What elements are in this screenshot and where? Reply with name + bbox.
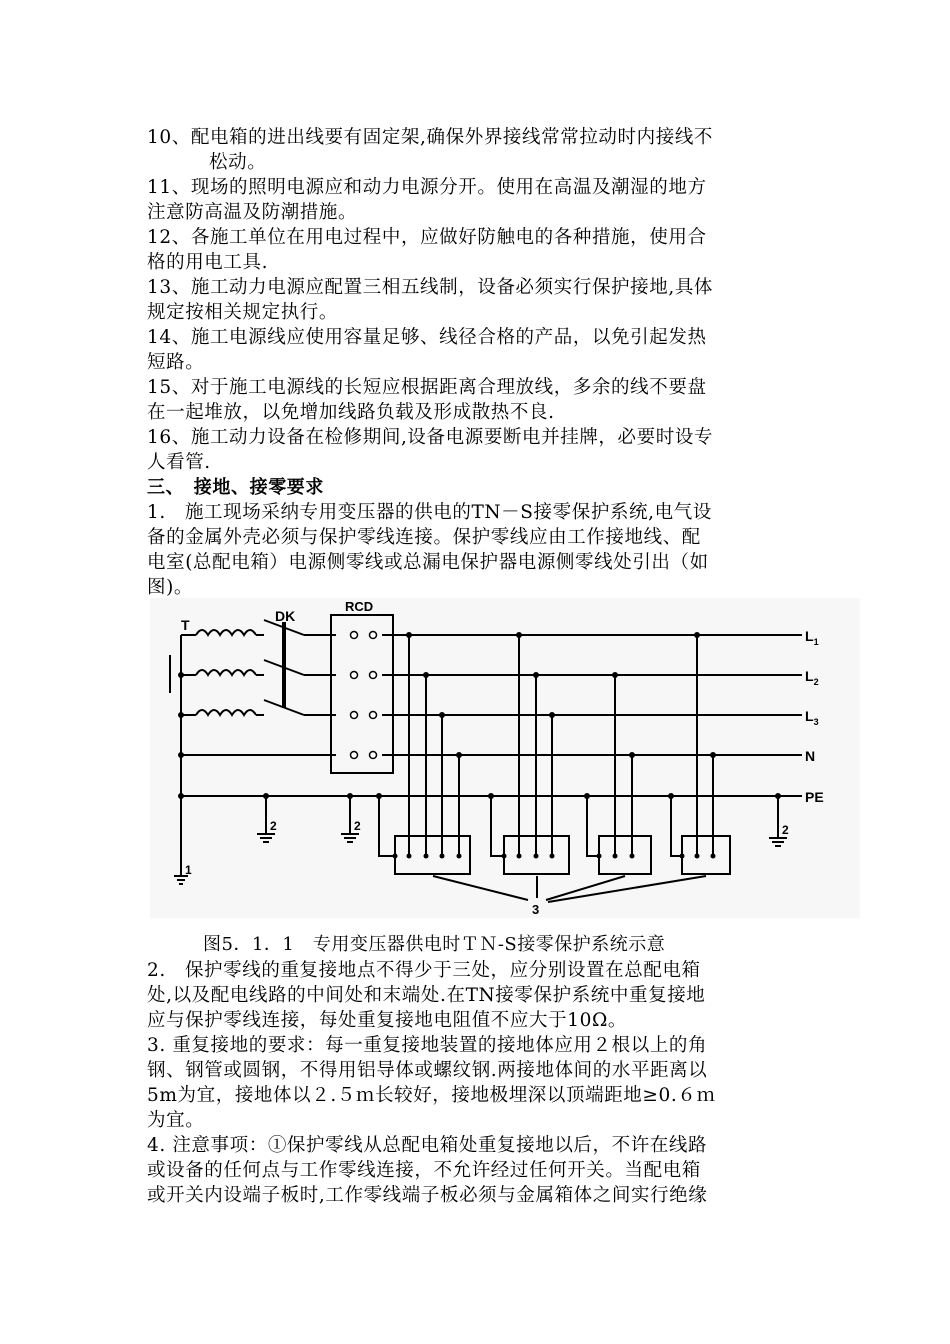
item-16-line2: 人看管. [147, 452, 211, 473]
item-1-line1: 1. 施工现场采纳专用变压器的供电的TN－S接零保护系统,电气设 [147, 502, 712, 523]
label-1: 1 [185, 863, 192, 877]
item-11-line1: 11、现场的照明电源应和动力电源分开。使用在高温及潮湿的地方 [147, 177, 707, 198]
item-14-line2: 短路。 [147, 352, 205, 373]
label-2c: 2 [782, 823, 789, 837]
rcd-terminal [370, 712, 377, 719]
tn-s-wiring-diagram [150, 598, 860, 918]
rcd-terminal [370, 632, 377, 639]
item-15-line1: 15、对于施工电源线的长短应根据距离合理放线，多余的线不要盘 [147, 377, 707, 398]
junction-dot [347, 793, 353, 799]
item-15-line2: 在一起堆放，以免增加线路负载及形成散热不良. [147, 402, 555, 423]
item-4-line3: 或开关内设端子板时,工作零线端子板必须与金属箱体之间实行绝缘 [147, 1185, 708, 1206]
junction-dot [775, 793, 781, 799]
label-l3-main: L [805, 708, 814, 724]
label-rcd: RCD [345, 599, 374, 614]
item-3-line1: 3. 重复接地的要求：每一重复接地装置的接地体应用２根以上的角 [147, 1035, 708, 1056]
item-12-line1: 12、各施工单位在用电过程中，应做好防触电的各种措施，使用合 [147, 227, 707, 248]
junction-dot [488, 793, 494, 799]
item-1-line3: 电室(总配电箱）电源侧零线或总漏电保护器电源侧零线处引出（如 [147, 552, 709, 573]
junction-dot [178, 672, 184, 678]
junction-dot [534, 854, 539, 859]
junction-dot [423, 672, 429, 678]
item-3-line2: 钢、钢管或圆钢，不得用铝导体或螺纹钢.两接地体间的水平距离以 [147, 1060, 708, 1081]
junction-dot [629, 752, 635, 758]
section-heading: 三、 接地、接零要求 [147, 477, 324, 498]
item-4-line2: 或设备的任何点与工作零线连接，不允许经过任何开关。当配电箱 [147, 1160, 701, 1181]
junction-dot [584, 793, 590, 799]
label-n: N [805, 748, 816, 764]
item-4-line1: 4. 注意事项：①保护零线从总配电箱处重复接地以后，不许在线路 [147, 1135, 708, 1156]
junction-dot [456, 752, 462, 758]
junction-dot [711, 854, 716, 859]
junction-dot [457, 854, 462, 859]
item-13-line1: 13、施工动力电源应配置三相五线制，设备必须实行保护接地,具体 [147, 277, 714, 298]
junction-dot [597, 854, 602, 859]
junction-dot [440, 854, 445, 859]
figure-caption: 图5．1．1 专用变压器供电时ＴＮ-S接零保护系统示意 [203, 934, 666, 955]
item-10-line1: 10、配电箱的进出线要有固定架,确保外界接线常常拉动时内接线不 [147, 127, 714, 148]
junction-dot [263, 793, 269, 799]
item-16-line1: 16、施工动力设备在检修期间,设备电源要断电并挂牌，必要时设专 [147, 427, 714, 448]
item-3-line3: 5m为宜，接地体以２.５ｍ长较好，接地极埋深以顶端距地≥0.６ｍ [147, 1085, 716, 1106]
junction-dot [550, 854, 555, 859]
junction-dot [613, 854, 618, 859]
label-l2-sub: 2 [813, 677, 819, 687]
item-1-line2: 备的金属外壳必须与保护零线连接。保护零线应由工作接地线、配 [147, 527, 701, 548]
rcd-terminal [351, 632, 358, 639]
label-l1-main: L [805, 628, 814, 644]
item-2-line3: 应与保护零线连接，每处重复接地电阻值不应大于10Ω。 [147, 1010, 627, 1031]
junction-dot [424, 854, 429, 859]
label-2a: 2 [270, 819, 277, 833]
junction-dot [407, 854, 412, 859]
junction-dot [439, 712, 445, 718]
junction-dot [502, 854, 507, 859]
junction-dot [178, 712, 184, 718]
junction-dot [517, 854, 522, 859]
rules-list-b [147, 958, 807, 1208]
label-pe: PE [805, 789, 824, 805]
item-10-line2: 松动。 [209, 152, 267, 173]
item-2-line2: 处,以及配电线路的中间处和末端处.在TN接零保护系统中重复接地 [147, 985, 706, 1006]
item-14-line1: 14、施工电源线应使用容量足够、线径合格的产品，以免引起发热 [147, 327, 707, 348]
label-3: 3 [532, 902, 540, 917]
label-l2-main: L [805, 668, 814, 684]
junction-dot [178, 793, 184, 799]
rules-list-a [147, 125, 807, 600]
item-2-line1: 2. 保护零线的重复接地点不得少于三处，应分别设置在总配电箱 [147, 960, 701, 981]
junction-dot [376, 793, 382, 799]
junction-dot [668, 793, 674, 799]
label-l1-sub: 1 [813, 637, 819, 647]
junction-dot [516, 632, 522, 638]
junction-dot [630, 854, 635, 859]
label-dk: DK [275, 608, 296, 624]
item-11-line2: 注意防高温及防潮措施。 [147, 202, 358, 223]
item-3-line4: 为宜。 [147, 1110, 205, 1131]
rcd-terminal [370, 752, 377, 759]
label-t: T [181, 617, 190, 633]
junction-dot [695, 854, 700, 859]
junction-dot [680, 854, 685, 859]
item-1-line4: 图)。 [147, 577, 194, 598]
rcd-terminal [351, 712, 358, 719]
junction-dot [710, 752, 716, 758]
junction-dot [694, 632, 700, 638]
junction-dot [612, 672, 618, 678]
label-l3-sub: 3 [813, 717, 819, 727]
rcd-terminal [351, 752, 358, 759]
rcd-terminal [351, 672, 358, 679]
junction-dot [406, 632, 412, 638]
junction-dot [549, 712, 555, 718]
junction-dot [533, 672, 539, 678]
junction-dot [393, 854, 398, 859]
junction-dot [178, 752, 184, 758]
label-2b: 2 [354, 819, 361, 833]
item-12-line2: 格的用电工具. [147, 252, 269, 273]
item-13-line2: 规定按相关规定执行。 [147, 302, 339, 323]
rcd-terminal [370, 672, 377, 679]
